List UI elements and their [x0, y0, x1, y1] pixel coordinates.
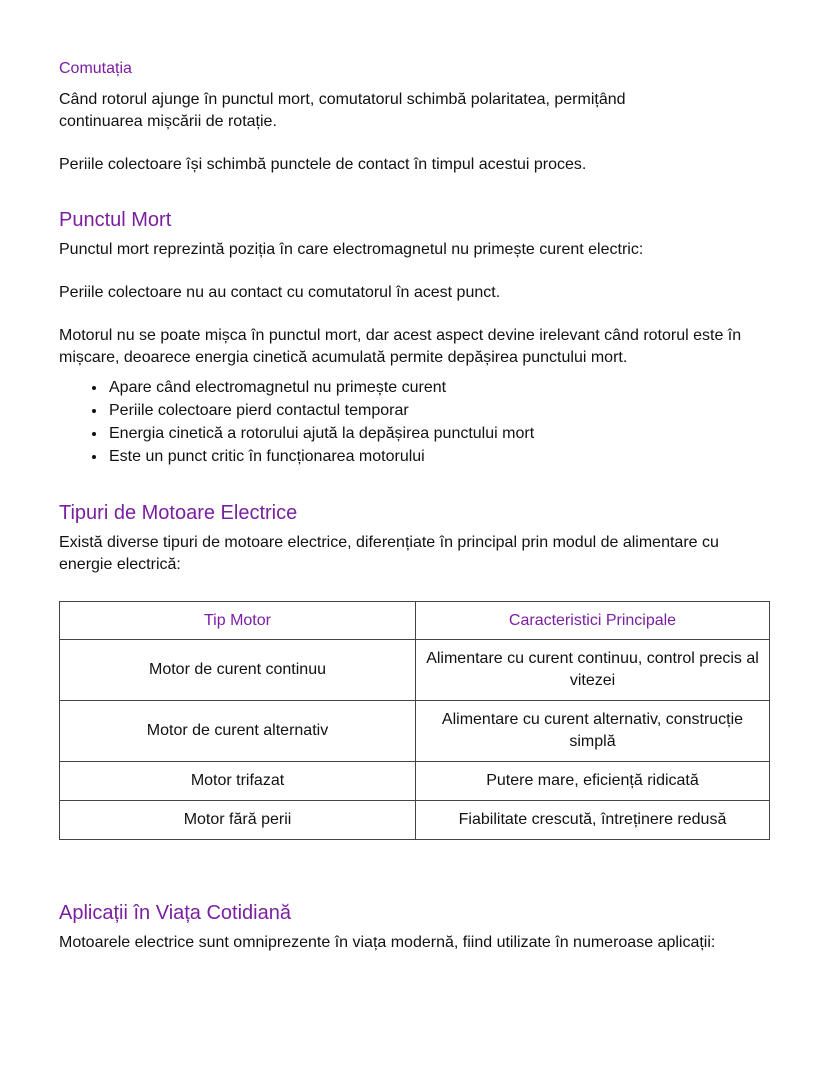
table-cell: Motor de curent alternativ — [60, 701, 416, 762]
punctul-mort-paragraph-1: Punctul mort reprezintă poziția în care electromagnetul nu primește curent electric: — [59, 241, 644, 258]
punctul-mort-paragraph-3: Motorul nu se poate mișca în punctul mort, dar acest aspect devine irelevant când rotorul este în mișcare, deoarece energia cinetică acumulată permite depășirea punctului mort. — [59, 327, 742, 366]
table-cell: Putere mare, eficiență ridicată — [416, 762, 770, 801]
table-header-cell: Caracteristici Principale — [416, 602, 770, 640]
list-item: • Apare când electromagnetul nu primește curent — [107, 376, 771, 399]
motor-types-table — [59, 601, 770, 840]
table-row — [60, 801, 770, 840]
section-title-comutatia: Comutația — [59, 60, 132, 77]
comutatia-paragraph-2: Periile colectoare își schimbă punctele de contact în timpul acestui proces. — [59, 156, 587, 173]
section-title-aplicatii: Aplicații în Viața Cotidiană — [59, 902, 291, 924]
section-title-punctul-mort: Punctul Mort — [59, 209, 172, 231]
table-header-cell: Tip Motor — [60, 602, 416, 640]
comutatia-paragraph-1: Când rotorul ajunge în punctul mort, comutatorul schimbă polaritatea, permițând continuarea mișcării de rotație. — [59, 91, 626, 130]
aplicatii-paragraph-1: Motoarele electrice sunt omniprezente în viața modernă, fiind utilizate în numeroase aplicații: — [59, 934, 716, 951]
punctul-mort-bullet-list — [59, 376, 771, 468]
list-item: • Este un punct critic în funcționarea motorului — [107, 445, 771, 468]
table-row — [60, 701, 770, 762]
list-item: • Energia cinetică a rotorului ajută la depășirea punctului mort — [107, 422, 771, 445]
list-item: • Periile colectoare pierd contactul temporar — [107, 399, 771, 422]
table-cell: Alimentare cu curent alternativ, construcție simplă — [416, 701, 770, 762]
section-title-tipuri: Tipuri de Motoare Electrice — [59, 502, 298, 524]
document-page — [59, 58, 771, 954]
table-cell: Fiabilitate crescută, întreținere redusă — [416, 801, 770, 840]
tipuri-paragraph-1: Există diverse tipuri de motoare electrice, diferențiate în principal prin modul de alimentare cu energie electrică: — [59, 534, 719, 573]
table-cell: Motor trifazat — [60, 762, 416, 801]
table-row — [60, 762, 770, 801]
table-row — [60, 640, 770, 701]
table-header-row — [60, 602, 770, 640]
table-cell: Motor fără perii — [60, 801, 416, 840]
table-cell: Alimentare cu curent continuu, control precis al vitezei — [416, 640, 770, 701]
table-cell: Motor de curent continuu — [60, 640, 416, 701]
punctul-mort-paragraph-2: Periile colectoare nu au contact cu comutatorul în acest punct. — [59, 284, 501, 301]
